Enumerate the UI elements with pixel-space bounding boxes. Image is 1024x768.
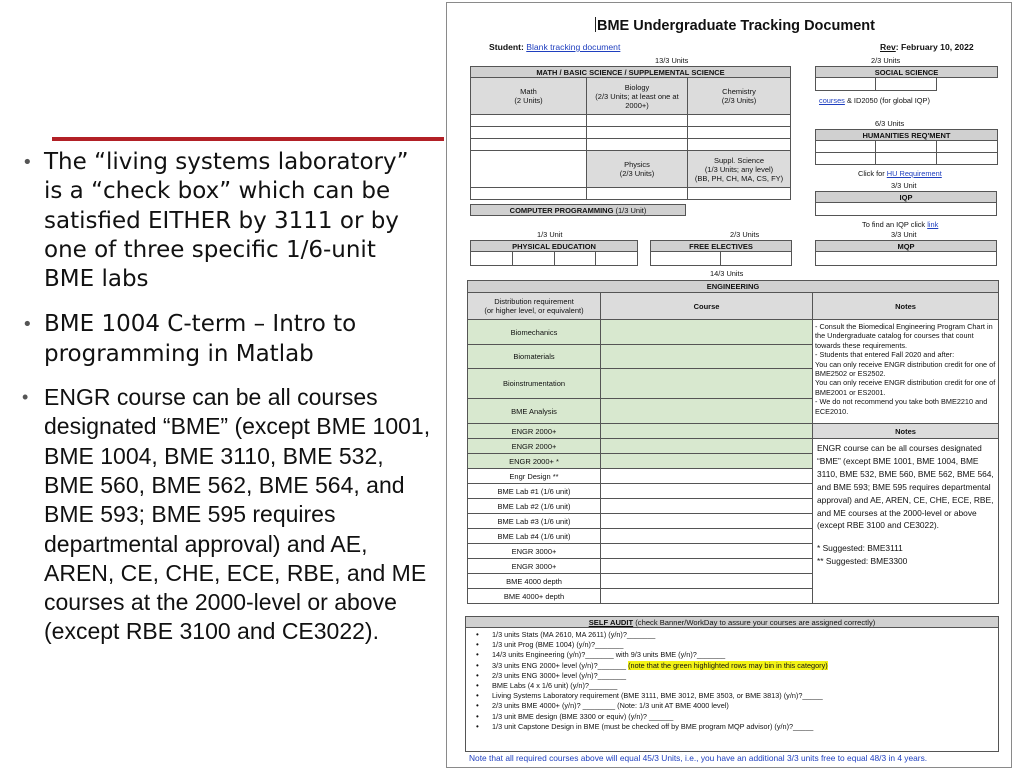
audit-item: • 14/3 units Engineering (y/n)?_______ with 9/3 units BME (y/n)?_______ [476,650,726,660]
bullet-bme-1004: • BME 1004 C-term – Intro to programming in Matlab [22,311,357,367]
pe-entry[interactable] [596,252,638,266]
eng-col-course: Course [601,293,813,320]
hu-entry[interactable] [816,141,876,153]
engr-notes: ENGR course can be all courses designated “BME” (except BME 1001, BME 1004, BME 3110, BME 532, BME 560, BME 562, BME 564, and BME 593; BME 595 requires departmental approval) and AE, AREN, CE, CHE, ECE, RBE, and ME courses at the 2000-level or above (except RBE 3100 and CE3022). * Suggested: BME3111 ** Suggested: BME3300 [813,439,999,604]
audit-item: • 1/3 unit BME design (BME 3300 or equiv) (y/n)? ______ [476,711,674,721]
social-entry[interactable] [876,78,937,91]
fe-units: 2/3 Units [730,230,760,239]
eng-units: 14/3 Units [710,269,744,278]
pe-units: 1/3 Unit [537,230,563,239]
math-units: 13/3 Units [655,56,689,65]
audit-item: • BME Labs (4 x 1/6 unit) (y/n)?_______ [476,681,618,691]
engr-row: BME Lab #1 (1/6 unit) [468,484,601,499]
physical-education-table [470,240,638,266]
math-entry[interactable] [471,139,587,151]
engr-row: BME 4000+ depth [468,589,601,604]
eng-col-notes: Notes [813,293,999,320]
suppl-col: Suppl. Science (1/3 Units; any level) (BB, PH, CH, MA, CS, FY) [688,151,791,188]
chem-col: Chemistry (2/3 Units) [688,78,791,115]
hu-entry[interactable] [937,153,998,165]
iqp-link[interactable]: link [927,220,939,229]
course-entry[interactable] [601,514,813,529]
course-entry[interactable] [601,399,813,424]
course-entry[interactable] [601,589,813,604]
course-entry[interactable] [601,469,813,484]
dist-row-biomechanics: Biomechanics [468,320,601,345]
chem-entry[interactable] [688,139,791,151]
hu-entry[interactable] [937,141,998,153]
hu-header: HUMANITIES REQ'MENT [816,130,998,141]
engr-row: ENGR 2000+ [468,424,601,439]
bio-entry[interactable] [587,139,688,151]
pe-header: PHYSICAL EDUCATION [471,241,638,252]
fe-entry[interactable] [651,252,721,266]
bio-col: Biology (2/3 Units; at least one at 2000+) [587,78,688,115]
suppl-entry[interactable] [688,188,791,200]
fe-header: FREE ELECTIVES [651,241,792,252]
pe-entry[interactable] [555,252,596,266]
hu-entry[interactable] [876,153,937,165]
title-divider [52,137,444,141]
eng-header: ENGINEERING [468,281,999,293]
distribution-notes: - Consult the Biomedical Engineering Program Chart in the Undergraduate catalog for courses that count towards these requirements. - Students that entered Fall 2020 and after: You can only receive ENGR distribution credit for one of BME2502 or ES2502. You can only receive ENGR distribution credit for one of BME2001 or ES2001. - We do not recommend you take both BME2210 and ECE2010. [813,320,999,424]
text-cursor [595,17,596,32]
course-entry[interactable] [601,424,813,439]
course-entry[interactable] [601,454,813,469]
audit-item: • 1/3 unit Capstone Design in BME (must be checked off by BME program MQP advisor) (y/n)?_____ [476,721,814,731]
mqp-units: 3/3 Unit [891,230,917,239]
math-col: Math (2 Units) [471,78,587,115]
cp-header: COMPUTER PROGRAMMING (1/3 Unit) [471,205,686,216]
audit-item: • 1/3 units Stats (MA 2610, MA 2611) (y/n)?_______ [476,630,656,639]
iqp-entry[interactable] [816,203,997,216]
social-science-table [815,66,998,91]
student-link[interactable]: Blank tracking document [526,42,621,52]
courses-link[interactable]: courses [819,96,845,105]
iqp-header: IQP [816,192,997,203]
eng-col-dist: Distribution requirement (or higher level, or equivalent) [468,293,601,320]
math-entry[interactable] [471,188,587,200]
course-entry[interactable] [601,499,813,514]
chem-entry[interactable] [688,115,791,127]
course-entry[interactable] [601,544,813,559]
hu-entry[interactable] [816,153,876,165]
social-note: courses & ID2050 (for global IQP) [819,96,930,105]
course-entry[interactable] [601,320,813,345]
bio-entry[interactable] [587,127,688,139]
humanities-table [815,129,998,165]
engr-row: BME Lab #4 (1/6 unit) [468,529,601,544]
doc-title: BME Undergraduate Tracking Document [597,18,875,34]
social-entry[interactable] [937,78,998,91]
bullet-engr-course: • ENGR course can be all courses designated “BME” (except BME 1001, BME 1004, BME 3110, BME 532, BME 560, BME 562, BME 564, and BME 593; BME 595 requires departmental approval) and AE, AREN, CE, CHE, ECE, RBE, and ME courses at the 2000-level or above (except RBE 3100 and CE3022). [22,384,431,645]
audit-item: • 1/3 unit Prog (BME 1004) (y/n)?_______ [476,640,624,650]
hu-entry[interactable] [876,141,937,153]
physics-col: Physics (2/3 Units) [587,151,688,188]
bio-entry[interactable] [587,115,688,127]
dist-row-biomaterials: Biomaterials [468,345,601,369]
social-entry[interactable] [816,78,876,91]
audit-footer-note: Note that all required courses above will equal 45/3 Units, i.e., you have an additional 3/3 units free to equal 48/3 in 4 years. [469,753,928,763]
self-audit-box [465,616,999,752]
engr-row: Engr Design ** [468,469,601,484]
hu-units: 6/3 Units [875,119,905,128]
course-entry[interactable] [601,484,813,499]
audit-item: • 3/3 units ENG 2000+ level (y/n)?_______ (note that the green highlighted rows may bin in this category) [476,660,828,670]
math-entry[interactable] [471,115,587,127]
fe-entry[interactable] [721,252,792,266]
audit-item: • 2/3 units BME 4000+ (y/n)? ________ (Note: 1/3 unit AT BME 4000 level) [476,701,729,711]
engr-row: BME Lab #3 (1/6 unit) [468,514,601,529]
course-entry[interactable] [601,529,813,544]
physics-entry[interactable] [587,188,688,200]
self-audit-list [466,630,998,732]
audit-item: • Living Systems Laboratory requirement (BME 3111, BME 3012, BME 3503, or BME 3813) (y/n)?_____ [476,691,823,701]
chem-entry[interactable] [688,127,791,139]
mqp-entry[interactable] [816,252,997,266]
pe-entry[interactable] [471,252,513,266]
math-entry[interactable] [471,151,587,188]
iqp-units: 3/3 Unit [891,181,917,190]
bullet-living-systems: • The “living systems laboratory” is a “check box” which can be satisfied EITHER by 3111 or by one of three specific 1/6-unit BME labs [22,149,409,293]
engr-row: ENGR 2000+ * [468,454,601,469]
course-entry[interactable] [601,369,813,399]
math-entry[interactable] [471,127,587,139]
course-entry[interactable] [601,439,813,454]
engr-row: ENGR 3000+ [468,544,601,559]
engr-row: ENGR 3000+ [468,559,601,574]
mqp-header: MQP [816,241,997,252]
hu-note: Click for HU Requirement [858,169,942,178]
engr-row: ENGR 2000+ [468,439,601,454]
engineering-table [467,280,999,604]
math-header: MATH / BASIC SCIENCE / SUPPLEMENTAL SCIENCE [471,67,791,78]
student-line: Student: Blank tracking document [489,42,621,52]
iqp-table [815,191,997,216]
notes-header: Notes [813,424,999,439]
course-entry[interactable] [601,574,813,589]
engr-row: BME Lab #2 (1/6 unit) [468,499,601,514]
hu-requirement-link[interactable]: HU Requirement [886,169,942,178]
engr-row: BME 4000 depth [468,574,601,589]
mqp-table [815,240,997,266]
course-entry[interactable] [601,345,813,369]
audit-item: • 2/3 units ENG 3000+ level (y/n)?_______ [476,670,627,680]
dist-row-bioinstrumentation: Bioinstrumentation [468,369,601,399]
slide-bullets [22,148,432,647]
revision-line: Rev: February 10, 2022 [880,42,974,52]
course-entry[interactable] [601,559,813,574]
pe-entry[interactable] [513,252,555,266]
free-electives-table [650,240,792,266]
tracking-document [446,2,1012,768]
computer-programming-table [470,204,686,216]
self-audit-header: SELF AUDIT (check Banner/WorkDay to assure your courses are assigned correctly) [466,617,998,628]
iqp-note: To find an IQP click link [862,220,939,229]
highlight-note: (note that the green highlighted rows may bin in this category) [628,660,828,670]
dist-row-bme-analysis: BME Analysis [468,399,601,424]
math-science-table [470,66,791,200]
social-units: 2/3 Units [871,56,901,65]
social-header: SOCIAL SCIENCE [816,67,998,78]
